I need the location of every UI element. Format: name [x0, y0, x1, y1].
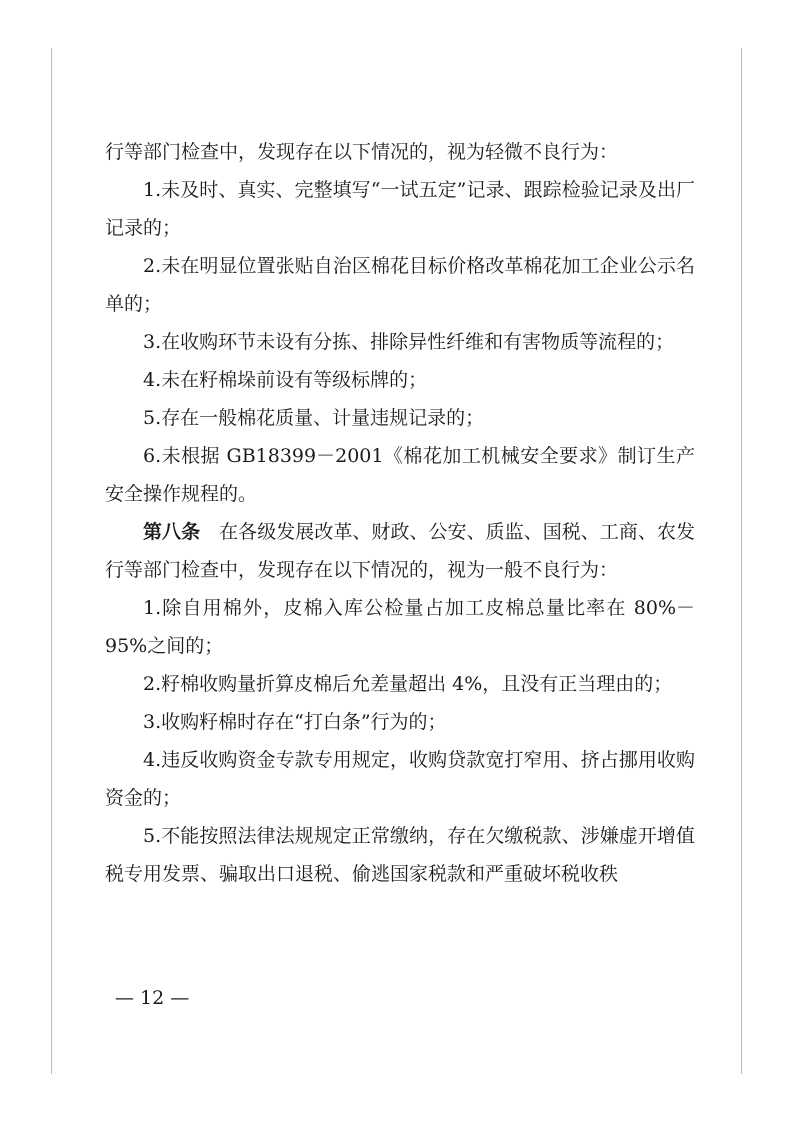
- list-item: 1.除自用棉外，皮棉入库公检量占加工皮棉总量比率在 80%－95%之间的；: [105, 597, 695, 657]
- list-item: 3.收购籽棉时存在“打白条”行为的；: [143, 711, 447, 733]
- article-text: 在各级发展改革、财政、公安、质监、国税、工商、农发行等部门检查中，发现存在以下情况的，视为一般不良行为：: [105, 521, 695, 581]
- article-paragraph: [105, 513, 695, 589]
- list-item: 5.不能按照法律法规规定正常缴纳，存在欠缴税款、涉嫌虚开增值税专用发票、骗取出口退税、偷逃国家税款和严重破坏税收秩: [105, 825, 695, 885]
- list-item: 3.在收购环节未设有分拣、排除异性纤维和有害物质等流程的；: [143, 331, 675, 353]
- page-number: — 12 —: [115, 987, 190, 1009]
- list-item: 2.未在明显位置张贴自治区棉花目标价格改革棉花加工企业公示名单的；: [105, 255, 695, 315]
- list-item: 6.未根据 GB18399－2001《棉花加工机械安全要求》制订生产安全操作规程的。: [105, 445, 695, 505]
- paragraph: 行等部门检查中，发现存在以下情况的，视为轻微不良行为：: [105, 141, 619, 163]
- article-heading: 第八条: [143, 521, 201, 543]
- list-item: 2.籽棉收购量折算皮棉后允差量超出 4%，且没有正当理由的；: [143, 673, 673, 695]
- document-body: [105, 133, 695, 893]
- left-margin-rule: [51, 48, 52, 1074]
- list-item: 4.未在籽棉垛前设有等级标牌的；: [143, 369, 428, 391]
- list-item: 4.违反收购资金专款专用规定，收购贷款宽打窄用、挤占挪用收购资金的；: [105, 749, 695, 809]
- list-item: 1.未及时、真实、完整填写“一试五定”记录、跟踪检验记录及出厂记录的；: [105, 179, 695, 239]
- right-margin-rule: [741, 48, 742, 1074]
- list-item: 5.存在一般棉花质量、计量违规记录的；: [143, 407, 485, 429]
